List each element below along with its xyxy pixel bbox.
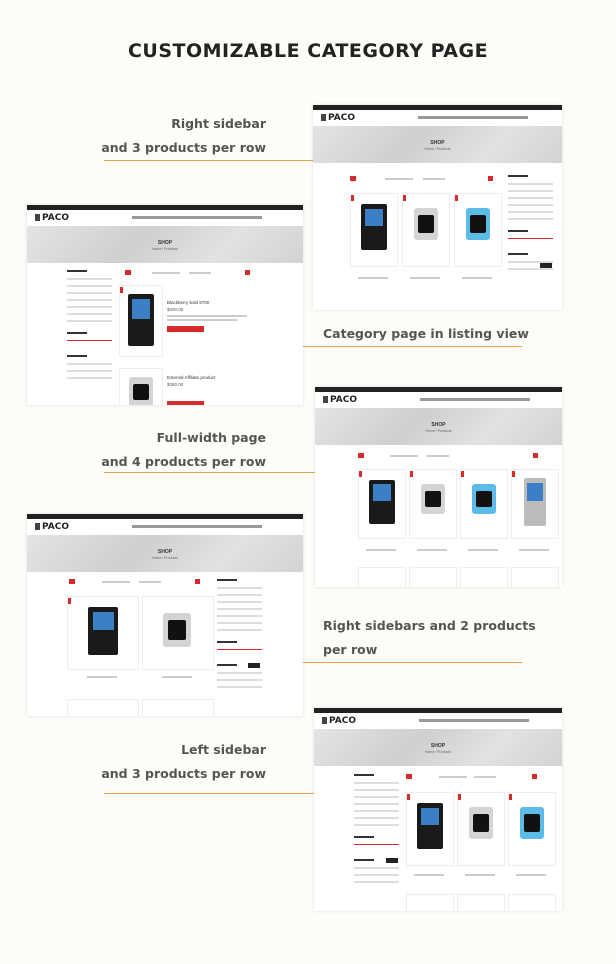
product-desc bbox=[167, 315, 247, 317]
breadcrumb: Home / Products bbox=[424, 750, 452, 754]
product-title bbox=[516, 874, 546, 876]
pagination-active bbox=[533, 453, 538, 458]
callout-line1: Right sidebars and 2 products bbox=[323, 618, 536, 633]
sale-badge bbox=[512, 471, 515, 477]
site-logo: PACO bbox=[35, 213, 69, 223]
sale-badge bbox=[403, 195, 406, 201]
product-price: $200.00 bbox=[167, 307, 184, 312]
sale-badge bbox=[120, 287, 123, 293]
screenshot-listing-view bbox=[27, 205, 303, 405]
hero-banner bbox=[313, 126, 562, 163]
product-card[interactable] bbox=[508, 894, 556, 911]
breadcrumb: Home / Products bbox=[425, 429, 452, 433]
sale-badge bbox=[461, 471, 464, 477]
product-price: $350.00 bbox=[167, 382, 184, 387]
blackberry-image bbox=[128, 294, 154, 346]
add-to-cart-button[interactable] bbox=[167, 326, 204, 332]
pagination-active bbox=[532, 774, 537, 779]
hero-banner bbox=[27, 535, 303, 572]
sidebar bbox=[354, 774, 399, 888]
product-title bbox=[410, 277, 440, 279]
sort-select bbox=[152, 272, 180, 274]
menu-bar bbox=[419, 719, 529, 722]
sidebar-heading bbox=[508, 175, 528, 177]
product-title bbox=[462, 277, 492, 279]
hero-title: SHOP bbox=[430, 743, 446, 749]
sale-badge bbox=[455, 195, 458, 201]
watch-image bbox=[414, 208, 438, 240]
product-card[interactable] bbox=[406, 792, 454, 866]
product-card[interactable] bbox=[457, 894, 505, 911]
screenshot-right-sidebar-2 bbox=[27, 514, 303, 716]
product-title bbox=[468, 549, 498, 551]
sidebar bbox=[67, 270, 112, 384]
grid-toggle bbox=[69, 579, 75, 584]
callout-left-sidebar bbox=[60, 738, 266, 786]
connector-line bbox=[104, 793, 336, 794]
sort-select bbox=[385, 178, 413, 180]
site-logo: PACO bbox=[323, 395, 357, 405]
sale-badge bbox=[351, 195, 354, 201]
screenshot-full-width-4 bbox=[315, 387, 562, 587]
show-select bbox=[474, 776, 496, 778]
site-nav bbox=[27, 210, 303, 226]
watch-image bbox=[469, 807, 493, 839]
product-card[interactable] bbox=[67, 699, 139, 716]
sort-select bbox=[390, 455, 418, 457]
pagination-active bbox=[245, 270, 250, 275]
show-select bbox=[139, 581, 161, 583]
product-title bbox=[366, 549, 396, 551]
product-card[interactable] bbox=[511, 469, 559, 539]
site-nav bbox=[314, 713, 562, 729]
site-logo: PACO bbox=[322, 716, 356, 726]
sidebar-heading bbox=[217, 664, 237, 666]
grid-toggle bbox=[350, 176, 356, 181]
sidebar bbox=[217, 579, 262, 693]
sidebar-heading bbox=[67, 332, 87, 334]
hero-banner bbox=[315, 408, 562, 445]
product-card[interactable] bbox=[350, 193, 398, 267]
site-nav bbox=[27, 519, 303, 535]
watch-image bbox=[163, 613, 191, 647]
sidebar-heading bbox=[217, 641, 237, 643]
sidebar-heading bbox=[508, 230, 528, 232]
grid-toggle bbox=[358, 453, 364, 458]
screenshot-right-sidebar-3 bbox=[313, 105, 562, 310]
sale-badge bbox=[68, 598, 71, 604]
pagination-active bbox=[195, 579, 200, 584]
sort-select bbox=[102, 581, 130, 583]
product-card[interactable] bbox=[142, 596, 214, 670]
product-title bbox=[519, 549, 549, 551]
product-card[interactable] bbox=[457, 792, 505, 866]
add-to-cart-button[interactable] bbox=[167, 401, 204, 405]
sale-badge bbox=[509, 794, 512, 800]
product-card[interactable] bbox=[460, 469, 508, 539]
hero-title: SHOP bbox=[431, 422, 446, 428]
product-card[interactable] bbox=[358, 567, 406, 587]
product-card[interactable] bbox=[511, 567, 559, 587]
product-card[interactable] bbox=[67, 596, 139, 670]
product-title bbox=[87, 676, 117, 678]
site-nav bbox=[313, 110, 562, 126]
product-title bbox=[465, 874, 495, 876]
sidebar-heading bbox=[67, 355, 87, 357]
product-name: Blackberry bold 9700 bbox=[167, 300, 210, 305]
callout-full-width bbox=[60, 426, 266, 474]
product-title bbox=[414, 874, 444, 876]
callout-line2: and 4 products per row bbox=[101, 454, 266, 469]
site-nav bbox=[315, 392, 562, 408]
menu-bar bbox=[420, 398, 530, 401]
sidebar bbox=[508, 175, 553, 275]
pagination-active bbox=[488, 176, 493, 181]
connector-line bbox=[282, 662, 522, 663]
filter-button[interactable] bbox=[386, 858, 398, 863]
callout-line2: and 3 products per row bbox=[101, 766, 266, 781]
show-select bbox=[423, 178, 445, 180]
callout-line2: and 3 products per row bbox=[101, 140, 266, 155]
callout-line1: Full-width page bbox=[156, 430, 266, 445]
sidebar-heading bbox=[354, 859, 374, 861]
product-card[interactable] bbox=[409, 469, 457, 539]
sort-select bbox=[439, 776, 467, 778]
breadcrumb: Home / Products bbox=[151, 247, 179, 251]
product-title bbox=[358, 277, 388, 279]
product-card[interactable] bbox=[142, 699, 214, 716]
blackberry-image bbox=[88, 607, 118, 655]
callout-line1: Left sidebar bbox=[181, 742, 266, 757]
callout-listing-view bbox=[323, 322, 553, 346]
product-card[interactable] bbox=[409, 567, 457, 587]
menu-bar bbox=[132, 525, 262, 528]
product-card[interactable] bbox=[460, 567, 508, 587]
watch-image bbox=[421, 484, 445, 514]
sidebar-heading bbox=[354, 836, 374, 838]
watch-image bbox=[472, 484, 496, 514]
screenshot-left-sidebar-3 bbox=[314, 708, 562, 911]
blackberry-image bbox=[361, 204, 387, 250]
callout-right-sidebar bbox=[60, 112, 266, 160]
watch-image bbox=[129, 377, 153, 405]
callout-two-per-row bbox=[323, 614, 563, 662]
filter-button[interactable] bbox=[540, 263, 552, 268]
menu-bar bbox=[418, 116, 528, 119]
grid-toggle bbox=[406, 774, 412, 779]
product-card[interactable] bbox=[454, 193, 502, 267]
htc-image bbox=[524, 478, 546, 526]
show-select bbox=[427, 455, 449, 457]
product-title bbox=[417, 549, 447, 551]
product-card[interactable] bbox=[508, 792, 556, 866]
breadcrumb: Home / Products bbox=[151, 556, 179, 560]
page-title: CUSTOMIZABLE CATEGORY PAGE bbox=[127, 40, 489, 62]
menu-bar bbox=[132, 216, 262, 219]
product-desc bbox=[167, 319, 237, 321]
sale-badge bbox=[458, 794, 461, 800]
blackberry-image bbox=[369, 480, 395, 524]
hero-title: SHOP bbox=[157, 240, 173, 246]
hero-title: SHOP bbox=[430, 140, 445, 146]
product-card[interactable] bbox=[406, 894, 454, 911]
callout-line2: per row bbox=[323, 642, 378, 657]
list-toggle bbox=[125, 270, 131, 275]
hero-title: SHOP bbox=[157, 549, 173, 555]
watch-image bbox=[520, 807, 544, 839]
site-logo: PACO bbox=[321, 113, 355, 123]
connector-line bbox=[104, 160, 336, 161]
breadcrumb: Home / Products bbox=[424, 147, 451, 151]
filter-button[interactable] bbox=[248, 663, 260, 668]
connector-line bbox=[104, 472, 336, 473]
product-card[interactable] bbox=[402, 193, 450, 267]
callout-line1: Category page in listing view bbox=[323, 326, 529, 341]
sidebar-heading bbox=[217, 579, 237, 581]
product-card[interactable] bbox=[358, 469, 406, 539]
callout-line1: Right sidebar bbox=[171, 116, 266, 131]
product-card[interactable] bbox=[119, 285, 163, 357]
sidebar-heading bbox=[508, 253, 528, 255]
sidebar-heading bbox=[67, 270, 87, 272]
product-name: External Affiliate product bbox=[167, 375, 216, 380]
product-card[interactable] bbox=[119, 368, 163, 405]
blackberry-image bbox=[417, 803, 443, 849]
hero-banner bbox=[314, 729, 562, 766]
sidebar-heading bbox=[354, 774, 374, 776]
hero-banner bbox=[27, 226, 303, 263]
show-select bbox=[189, 272, 211, 274]
connector-line bbox=[282, 346, 522, 347]
product-title bbox=[162, 676, 192, 678]
sale-badge bbox=[407, 794, 410, 800]
sale-badge bbox=[410, 471, 413, 477]
site-logo: PACO bbox=[35, 522, 69, 532]
watch-image bbox=[466, 208, 490, 240]
sale-badge bbox=[359, 471, 362, 477]
